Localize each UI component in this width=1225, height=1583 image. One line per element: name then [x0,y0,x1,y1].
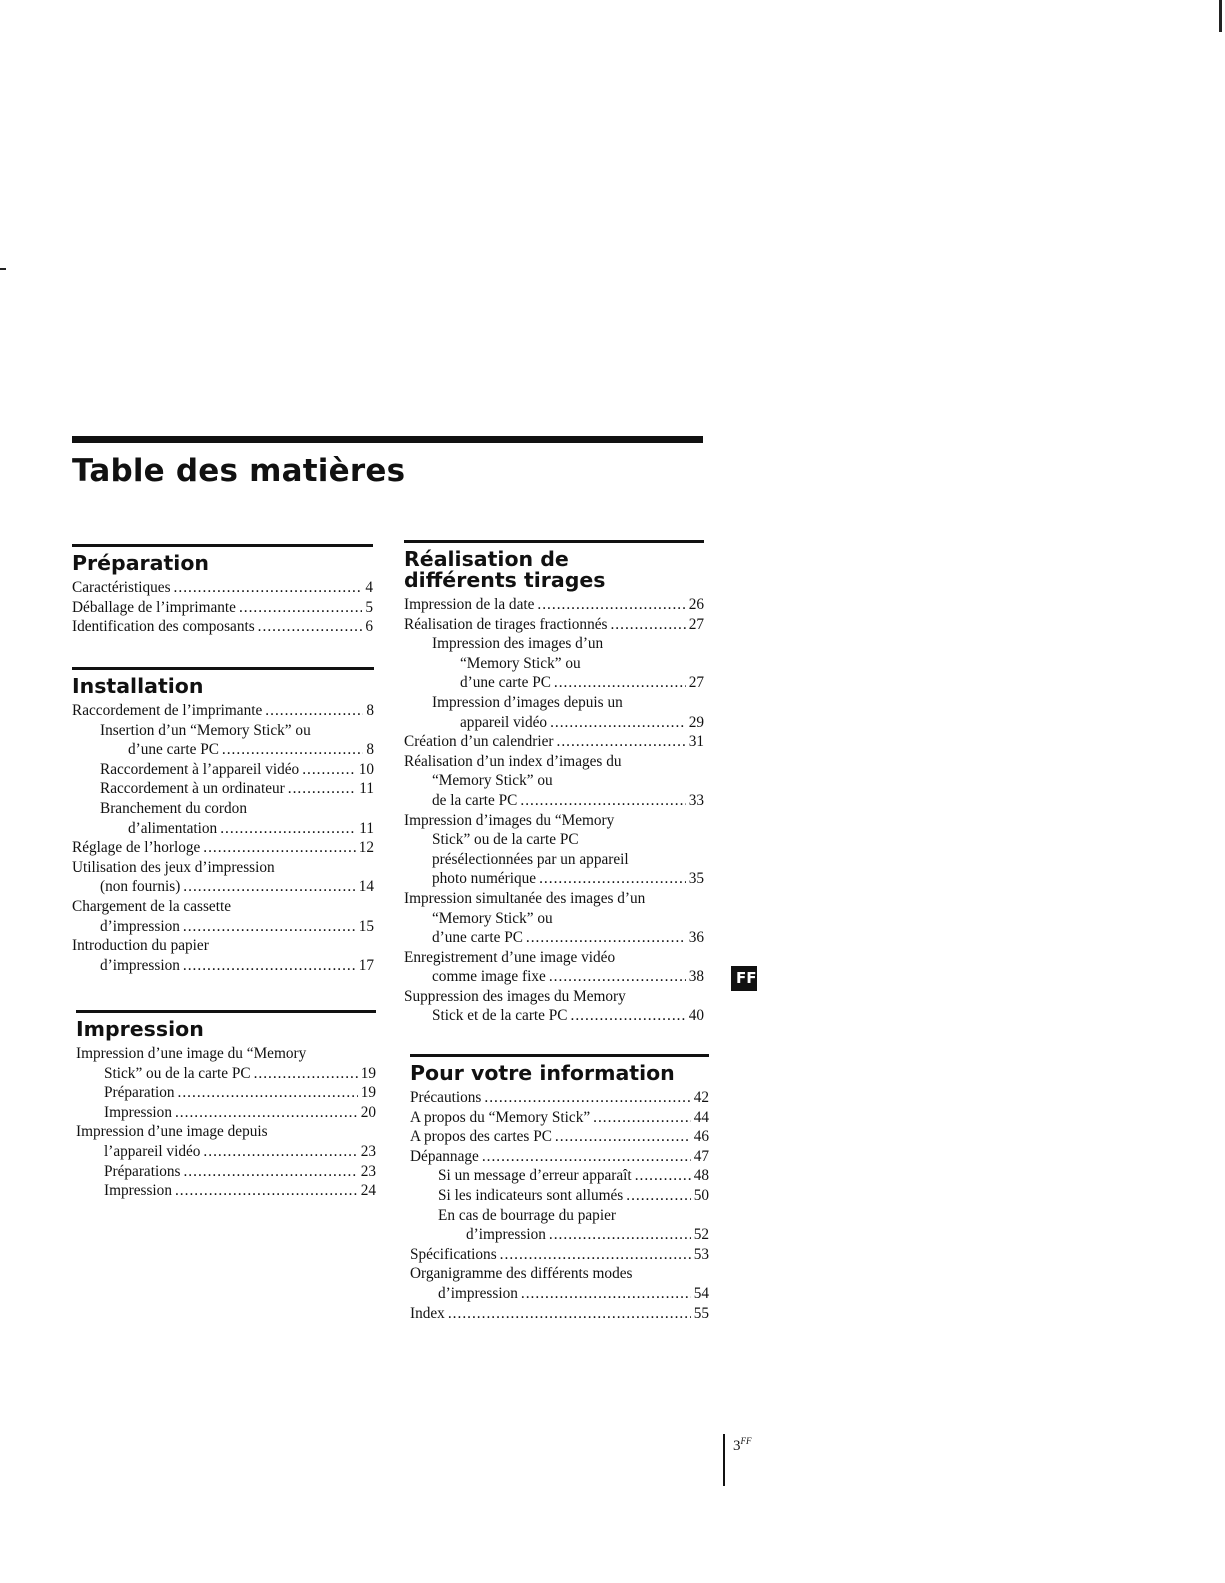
page-ref: 8 [366,702,374,719]
toc-entry [76,1103,376,1123]
toc-entry-text: Déballage de l’imprimante [72,598,236,616]
toc-entry [404,889,704,948]
toc-entry [404,948,704,987]
dot-leader [448,1304,691,1324]
toc-entry-line [100,740,374,760]
toc-entry-line [404,595,704,615]
dot-leader [484,1088,690,1108]
toc-entry-line [432,713,704,733]
toc-entry-text: Création d’un calendrier [404,733,554,751]
toc-entry [410,1304,709,1324]
dot-leader [222,740,363,760]
toc-entry-line [72,858,374,878]
toc-entry-text: d’alimentation [128,819,218,837]
toc-entry-line [100,819,374,839]
toc-entry-text: d’une carte PC [432,929,523,947]
toc-entry-text: Impression d’une image du “Memory [76,1045,307,1062]
toc-entry-line [410,1108,709,1128]
dot-leader [549,1225,691,1245]
toc-entry [72,779,374,799]
toc-entry-line [76,1064,376,1084]
page-ref: 20 [360,1103,376,1121]
page-ref: 31 [688,733,704,751]
toc-entry-text: l’appareil vidéo [104,1142,201,1160]
toc-entry [72,598,373,618]
page-ref: 53 [693,1245,709,1263]
toc-entry-line [404,869,704,889]
toc-entry [410,1245,709,1265]
page-ref: 50 [693,1186,709,1204]
folio-rule [723,1434,725,1486]
toc-entry-line [72,838,374,858]
dot-leader [526,928,686,948]
toc-entry-text: Préparation [104,1084,175,1102]
dot-leader [520,791,685,811]
toc-entry-text: Stick” ou de la carte PC [104,1064,251,1082]
entry-list [72,701,374,975]
dot-leader [593,1108,691,1128]
toc-entry-line [72,617,373,637]
page-ref: 26 [688,596,704,613]
toc-entry-text: “Memory Stick” ou [432,772,553,790]
toc-entry-line [404,967,704,987]
toc-entry [72,760,374,780]
toc-entry-text: appareil vidéo [460,713,548,731]
toc-entry-text: Caractéristiques [72,579,171,596]
dot-leader [265,701,363,721]
dot-leader [174,578,363,598]
dot-leader [557,732,686,752]
dot-leader [203,838,355,858]
toc-entry-text: Organigramme des différents modes [410,1265,633,1283]
toc-entry-line [410,1088,709,1108]
page-ref: 27 [688,615,704,633]
page-ref: 19 [360,1084,376,1102]
page-ref: 48 [693,1167,709,1185]
toc-entry-line [404,615,704,635]
toc-entry-text: En cas de bourrage du papier [438,1206,616,1224]
toc-entry-text: Raccordement à l’appareil vidéo [100,760,300,778]
toc-entry-text: Index [410,1304,445,1322]
page-ref: 23 [360,1162,376,1180]
language-tab: FF [731,966,757,991]
toc-entry-line [410,1245,709,1265]
toc-entry-line [76,1122,376,1142]
toc-entry-line [410,1264,709,1284]
toc-entry-text: Suppression des images du Memory [404,987,626,1005]
page-ref: 24 [360,1182,376,1200]
page-ref: 42 [693,1089,709,1106]
toc-entry-text: Stick” ou de la carte PC [432,831,579,849]
toc-entry-text: Raccordement à un ordinateur [100,780,285,798]
toc-entry-line [100,779,374,799]
dot-leader [178,1083,358,1103]
dot-leader [302,760,356,780]
section-title: Installation [72,674,204,698]
toc-entry [410,1264,709,1303]
toc-entry-line [76,1044,376,1064]
toc-entry [410,1147,709,1167]
page-ref: 4 [365,579,373,596]
toc-entry [404,811,704,889]
page-ref: 17 [358,956,374,974]
section-rule [404,540,704,543]
page-ref: 10 [358,760,374,778]
toc-entry-text: Stick et de la carte PC [432,1007,568,1025]
toc-entry-text: Réalisation d’un index d’images du [404,752,622,770]
toc-entry-line [104,1083,376,1103]
scan-edge-mark-left [0,268,6,270]
dot-leader [258,617,363,637]
toc-entry-text: Impression de la date [404,596,535,613]
toc-entry-text: Identification des composants [72,618,255,636]
toc-entry-line [438,1225,709,1245]
toc-entry [72,578,373,598]
toc-entry [76,1181,376,1201]
dot-leader [549,967,686,987]
toc-entry-text: Préparations [104,1162,181,1180]
toc-entry-text: comme image fixe [432,968,546,986]
page-ref: 5 [365,598,373,616]
toc-entry [76,1044,376,1083]
scan-edge-mark-right [1219,0,1222,32]
toc-entry-text: Si un message d’erreur apparaît [438,1167,632,1185]
toc-entry-line [404,909,704,929]
page-ref: 15 [358,917,374,935]
dot-leader [500,1245,691,1265]
page-ref: 47 [693,1147,709,1165]
toc-entry [72,838,374,858]
toc-entry-line [404,771,704,791]
toc-entry-text: d’impression [100,956,180,974]
toc-entry-line [404,987,704,1007]
toc-entry-line [432,654,704,674]
page-ref: 14 [358,878,374,896]
toc-entry-text: Impression des images d’un [432,635,604,653]
page-ref: 33 [688,791,704,809]
toc-entry-text: Impression d’une image depuis [76,1123,268,1141]
toc-entry-text: Réalisation de tirages fractionnés [404,615,608,633]
toc-entry-line [72,897,374,917]
toc-entry [410,1206,709,1245]
toc-entry-text: Si les indicateurs sont allumés [438,1186,624,1204]
toc-entry-line [104,1162,376,1182]
dot-leader [626,1186,690,1206]
section-title: Impression [76,1017,204,1041]
dot-leader [254,1064,358,1084]
toc-entry [404,595,704,615]
dot-leader [539,869,686,889]
section-rule [410,1054,709,1057]
toc-entry-text: (non fournis) [100,878,181,896]
toc-entry [72,617,373,637]
section-information [410,1054,709,1323]
toc-entry-text: Impression d’images du “Memory [404,811,615,829]
toc-entry-line [72,701,374,721]
dot-leader [635,1166,691,1186]
toc-entry [404,732,704,752]
toc-entry-text: photo numérique [432,870,537,888]
toc-entry-text: Introduction du papier [72,937,209,955]
dot-leader [571,1006,686,1026]
toc-entry-text: d’une carte PC [460,674,551,692]
toc-entry-text: Chargement de la cassette [72,897,231,915]
toc-entry-text: de la carte PC [432,791,518,809]
section-installation [72,667,374,975]
toc-entry-line [438,1206,709,1226]
toc-entry-line [72,598,373,618]
dot-leader [288,779,357,799]
page-number [733,1436,752,1455]
section-title: Préparation [72,551,209,575]
page-ref: 46 [693,1128,709,1146]
toc-entry [410,1108,709,1128]
toc-entry [410,1166,709,1186]
toc-entry-line [438,1166,709,1186]
toc-entry-text: Utilisation des jeux d’impression [72,858,275,876]
section-rule [72,544,373,547]
page-ref: 55 [693,1304,709,1322]
toc-entry [410,1127,709,1147]
dot-leader [521,1284,691,1304]
toc-entry-line [404,811,704,831]
toc-entry-line [104,1181,376,1201]
page-ref: 11 [359,780,374,798]
page-ref: 8 [366,741,374,759]
toc-entry [404,615,704,635]
toc-entry-line [404,948,704,968]
page-ref: 54 [693,1284,709,1302]
toc-entry-line [432,634,704,654]
page-ref: 23 [360,1142,376,1160]
toc-entry-line [72,956,374,976]
toc-entry-line [410,1127,709,1147]
toc-entry [72,897,374,936]
toc-entry-text: A propos des cartes PC [410,1128,552,1146]
dot-leader [183,917,356,937]
page-number-suffix: FF [740,1436,752,1446]
page-ref: 29 [688,713,704,731]
dot-leader [554,673,686,693]
dot-leader [239,598,362,618]
toc-entry [404,987,704,1026]
toc-entry [76,1083,376,1103]
dot-leader [537,595,685,615]
toc-entry-text: Spécifications [410,1245,497,1263]
page-ref: 27 [688,674,704,692]
dot-leader [482,1147,691,1167]
toc-entry-line [404,830,704,850]
page-ref: 12 [358,839,374,857]
toc-entry-line [72,917,374,937]
toc-entry-text: A propos du “Memory Stick” [410,1108,591,1126]
dot-leader [175,1103,358,1123]
page-ref: 44 [693,1108,709,1126]
section-rule [76,1010,376,1013]
page-ref: 38 [688,968,704,986]
section-rule [72,667,374,670]
toc-entry-line [76,1142,376,1162]
page-ref: 6 [365,618,373,636]
toc-entry-line [72,936,374,956]
toc-entry-text: Précautions [410,1089,482,1106]
entry-list [76,1044,376,1201]
toc-entry [404,693,704,732]
toc-entry-line [72,578,373,598]
toc-entry-line [104,1103,376,1123]
page-title: Table des matières [72,453,406,489]
page-ref: 35 [688,870,704,888]
dot-leader [203,1142,357,1162]
toc-entry-text: Enregistrement d’une image vidéo [404,948,616,966]
toc-entry-line [404,752,704,772]
toc-entry-line [404,889,704,909]
dot-leader [610,615,685,635]
page-ref: 36 [688,929,704,947]
section-title: Pour votre information [410,1061,675,1085]
toc-entry-text: Dépannage [410,1147,479,1165]
toc-entry-text: “Memory Stick” ou [432,909,553,927]
toc-entry-line [432,693,704,713]
dot-leader [550,713,686,733]
toc-entry [410,1186,709,1206]
toc-entry-text: Impression simultanée des images d’un [404,889,646,907]
dot-leader [183,956,356,976]
toc-entry-text: Réglage de l’horloge [72,839,201,857]
toc-entry-text: Branchement du cordon [100,799,247,817]
toc-entry-text: Impression d’images depuis un [432,693,623,711]
toc-entry [72,721,374,760]
toc-entry [72,858,374,897]
dot-leader [220,819,356,839]
toc-entry-line [100,799,374,819]
dot-leader [183,1162,357,1182]
toc-entry-line [438,1186,709,1206]
toc-entry-line [100,721,374,741]
toc-entry-text: d’impression [466,1226,546,1244]
toc-entry-text: d’impression [438,1284,518,1302]
dot-leader [183,877,355,897]
entry-list [404,595,704,1026]
dot-leader [175,1181,358,1201]
section-preparation [72,544,373,637]
toc-entry-line [404,732,704,752]
toc-entry-text: Insertion d’un “Memory Stick” ou [100,721,311,739]
toc-entry [404,634,704,693]
page-number-value: 3 [733,1438,741,1454]
toc-entry [76,1122,376,1161]
toc-entry [404,752,704,811]
toc-entry-text: Impression [104,1182,172,1200]
toc-entry-line [410,1284,709,1304]
toc-entry-line [432,673,704,693]
toc-entry-line [100,760,374,780]
page-ref: 40 [688,1007,704,1025]
entry-list [410,1088,709,1323]
toc-entry [410,1088,709,1108]
toc-entry-line [410,1147,709,1167]
toc-entry-line [404,1006,704,1026]
toc-entry-line [72,877,374,897]
toc-entry [72,936,374,975]
section-title: Réalisation de différents tirages [404,547,606,592]
page-ref: 11 [359,819,374,837]
section-realisation [404,540,704,1026]
toc-entry-line [410,1304,709,1324]
page-ref: 52 [693,1226,709,1244]
section-impression [76,1010,376,1201]
toc-entry [72,799,374,838]
entry-list [72,578,373,637]
toc-entry-text: “Memory Stick” ou [460,654,581,672]
toc-entry-text: d’une carte PC [128,741,219,759]
title-rule [72,436,703,443]
toc-entry-text: Impression [104,1103,172,1121]
toc-entry-text: présélectionnées par un appareil [432,850,629,868]
page-ref: 19 [360,1064,376,1082]
toc-entry-line [404,928,704,948]
toc-entry [76,1162,376,1182]
dot-leader [555,1127,691,1147]
toc-entry-line [404,791,704,811]
toc-entry-line [404,850,704,870]
toc-entry-text: Raccordement de l’imprimante [72,702,263,719]
toc-entry [72,701,374,721]
toc-entry-text: d’impression [100,917,180,935]
